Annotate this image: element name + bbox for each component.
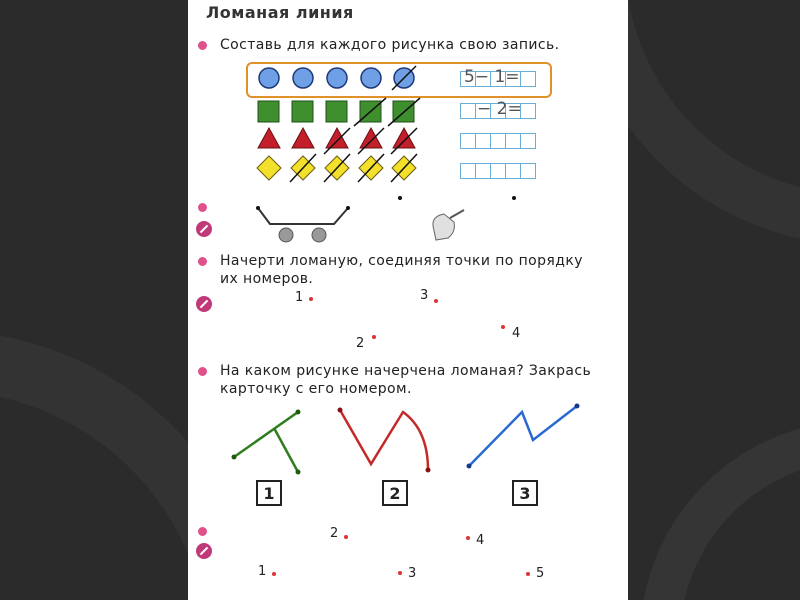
page-title: Ломаная линия bbox=[206, 3, 354, 22]
point-label: 3 bbox=[408, 566, 417, 581]
point-label: 2 bbox=[356, 336, 365, 351]
task3-text-line2: карточку с его номером. bbox=[220, 381, 412, 397]
task-bullet bbox=[198, 527, 207, 536]
answer-card-3[interactable]: 3 bbox=[512, 480, 538, 506]
point-label: 5 bbox=[536, 566, 545, 581]
equation-row1: 5− 1= bbox=[464, 67, 520, 87]
task2-text-line2: их номеров. bbox=[220, 271, 314, 287]
point-label: 3 bbox=[420, 288, 429, 303]
pencil-icon bbox=[196, 543, 212, 559]
point-label: 4 bbox=[476, 533, 485, 548]
task3-text-line1: На каком рисунке начерчена ломаная? Закрась bbox=[220, 363, 592, 379]
point-label: 1 bbox=[295, 290, 304, 305]
answer-card-2[interactable]: 2 bbox=[382, 480, 408, 506]
equation-row2: − 2= bbox=[477, 99, 522, 119]
point-label: 2 bbox=[330, 526, 339, 541]
task1-text: Составь для каждого рисунка свою запись. bbox=[220, 37, 560, 53]
point-dot bbox=[344, 535, 348, 539]
textbook-page bbox=[188, 0, 628, 600]
answer-card-1[interactable]: 1 bbox=[256, 480, 282, 506]
point-dot bbox=[398, 571, 402, 575]
task2-text-line1: Начерти ломаную, соединяя точки по порядку bbox=[220, 253, 583, 269]
point-dot bbox=[272, 572, 276, 576]
point-label: 1 bbox=[258, 564, 267, 579]
point-dot bbox=[526, 572, 530, 576]
point-dot bbox=[466, 536, 470, 540]
point-label: 4 bbox=[512, 326, 521, 341]
polyline-figures bbox=[188, 0, 628, 480]
